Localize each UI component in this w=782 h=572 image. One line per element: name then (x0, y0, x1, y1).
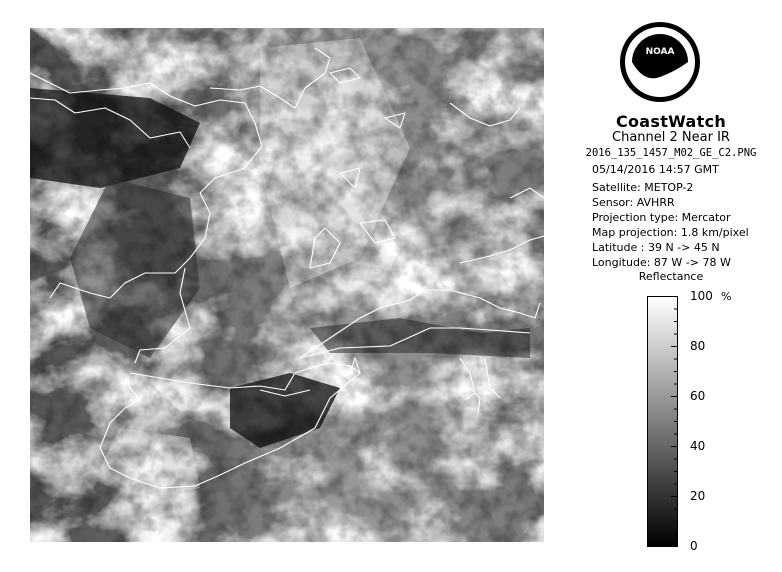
logo-text: NOAA (645, 47, 675, 57)
colorbar-tick-label: 100 (690, 289, 713, 303)
noaa-logo (619, 21, 701, 103)
colorbar-tick-label: 80 (690, 339, 706, 353)
page-title: CoastWatch (615, 112, 727, 131)
satellite-label: Satellite: METOP-2 (592, 181, 694, 194)
projection-type-label: Projection type: Mercator (592, 211, 731, 224)
satellite-image (30, 28, 544, 542)
sensor-label: Sensor: AVHRR (592, 196, 675, 209)
colorbar-tick-label: 60 (690, 389, 706, 403)
colorbar-unit: % (721, 290, 732, 303)
colorbar-tick-label: 0 (690, 539, 698, 553)
datetime-label: 05/14/2016 14:57 GMT (592, 163, 719, 176)
colorbar-title: Reflectance (638, 270, 704, 283)
colorbar-tick-label: 40 (690, 439, 706, 453)
map-projection-label: Map projection: 1.8 km/pixel (592, 226, 749, 239)
reflectance-colorbar (647, 296, 679, 550)
longitude-label: Longitude: 87 W -> 78 W (592, 256, 731, 269)
colorbar-tick-label: 20 (690, 489, 706, 503)
latitude-label: Latitude : 39 N -> 45 N (592, 241, 720, 254)
channel-subtitle: Channel 2 Near IR (612, 130, 730, 145)
filename-label: 2016_135_1457_M02_GE_C2.PNG (585, 147, 757, 159)
